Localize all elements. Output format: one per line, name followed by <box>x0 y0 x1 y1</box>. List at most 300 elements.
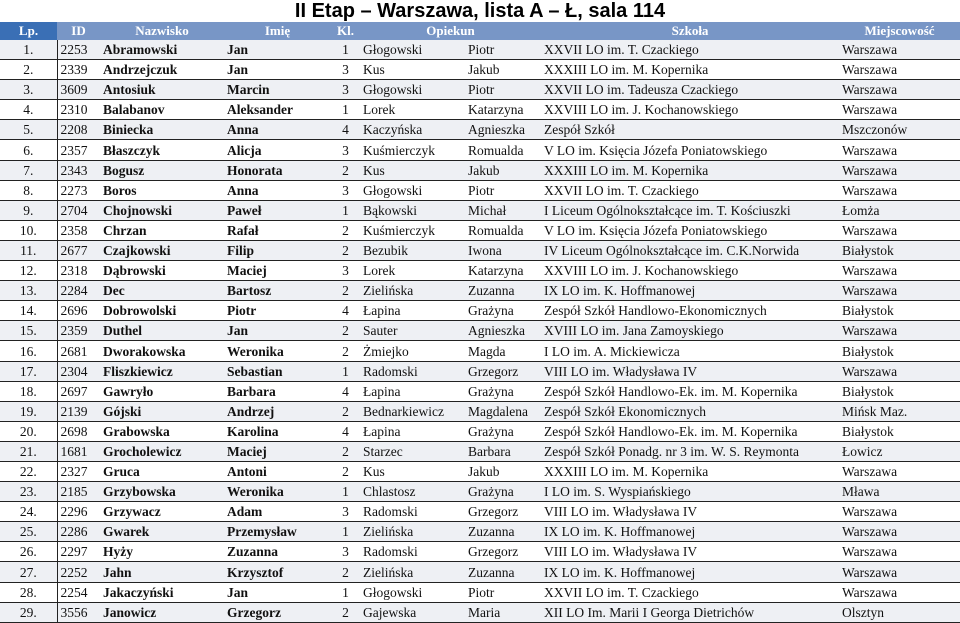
row-klasa: 1 <box>331 40 360 60</box>
row-opiekun-nazwisko: Zielińska <box>360 281 465 301</box>
row-klasa: 1 <box>331 522 360 542</box>
row-szkola: XXVII LO im. T. Czackiego <box>541 582 839 602</box>
row-lp: 17. <box>0 361 57 381</box>
table-row <box>0 461 960 481</box>
row-miejscowosc: Mszczonów <box>839 120 960 140</box>
row-opiekun-nazwisko: Kuśmierczyk <box>360 220 465 240</box>
row-imie: Aleksander <box>224 100 331 120</box>
row-klasa: 3 <box>331 180 360 200</box>
row-imie: Weronika <box>224 482 331 502</box>
row-miejscowosc: Białystok <box>839 381 960 401</box>
table-row <box>0 261 960 281</box>
table-row <box>0 482 960 502</box>
row-imie: Paweł <box>224 200 331 220</box>
row-lp: 5. <box>0 120 57 140</box>
row-id: 2185 <box>57 482 100 502</box>
row-miejscowosc: Warszawa <box>839 261 960 281</box>
row-lp: 2. <box>0 60 57 80</box>
row-klasa: 2 <box>331 602 360 622</box>
row-nazwisko: Gójski <box>100 401 224 421</box>
row-lp: 4. <box>0 100 57 120</box>
row-imie: Sebastian <box>224 361 331 381</box>
header-miejscowosc: Miejscowość <box>839 22 960 40</box>
row-klasa: 4 <box>331 421 360 441</box>
row-nazwisko: Dworakowska <box>100 341 224 361</box>
row-szkola: Zespół Szkół Handlowo-Ek. im. M. Kopernika <box>541 381 839 401</box>
table-row <box>0 140 960 160</box>
row-klasa: 2 <box>331 321 360 341</box>
row-klasa: 2 <box>331 461 360 481</box>
row-id: 2297 <box>57 542 100 562</box>
row-opiekun-nazwisko: Lorek <box>360 100 465 120</box>
row-imie: Jan <box>224 60 331 80</box>
row-lp: 26. <box>0 542 57 562</box>
row-imie: Krzysztof <box>224 562 331 582</box>
row-lp: 28. <box>0 582 57 602</box>
row-lp: 13. <box>0 281 57 301</box>
row-klasa: 3 <box>331 80 360 100</box>
row-lp: 7. <box>0 160 57 180</box>
row-imie: Filip <box>224 240 331 260</box>
row-klasa: 4 <box>331 381 360 401</box>
row-szkola: Zespół Szkół <box>541 120 839 140</box>
table-row <box>0 361 960 381</box>
table-row <box>0 120 960 140</box>
table-row <box>0 60 960 80</box>
row-opiekun-nazwisko: Kus <box>360 461 465 481</box>
row-imie: Maciej <box>224 261 331 281</box>
row-szkola: XXVIII LO im. J. Kochanowskiego <box>541 100 839 120</box>
row-szkola: Zespół Szkół Handlowo-Ekonomicznych <box>541 301 839 321</box>
row-opiekun-imie: Grzegorz <box>465 361 541 381</box>
row-imie: Grzegorz <box>224 602 331 622</box>
row-nazwisko: Grabowska <box>100 421 224 441</box>
row-opiekun-nazwisko: Chlastosz <box>360 482 465 502</box>
row-szkola: XII LO Im. Marii I Georga Dietrichów <box>541 602 839 622</box>
row-opiekun-nazwisko: Głogowski <box>360 80 465 100</box>
row-nazwisko: Gruca <box>100 461 224 481</box>
row-szkola: IX LO im. K. Hoffmanowej <box>541 522 839 542</box>
header-id: ID <box>57 22 100 40</box>
row-imie: Marcin <box>224 80 331 100</box>
row-opiekun-nazwisko: Kus <box>360 160 465 180</box>
row-nazwisko: Antosiuk <box>100 80 224 100</box>
row-nazwisko: Grzywacz <box>100 502 224 522</box>
row-opiekun-nazwisko: Głogowski <box>360 40 465 60</box>
row-szkola: VIII LO im. Władysława IV <box>541 361 839 381</box>
row-nazwisko: Janowicz <box>100 602 224 622</box>
row-opiekun-imie: Katarzyna <box>465 100 541 120</box>
table-header-row <box>0 22 960 40</box>
row-miejscowosc: Warszawa <box>839 542 960 562</box>
row-id: 2284 <box>57 281 100 301</box>
header-nazwisko: Nazwisko <box>100 22 224 40</box>
table-row <box>0 522 960 542</box>
row-imie: Anna <box>224 120 331 140</box>
row-nazwisko: Dobrowolski <box>100 301 224 321</box>
row-lp: 8. <box>0 180 57 200</box>
row-id: 2253 <box>57 40 100 60</box>
table-row <box>0 341 960 361</box>
row-imie: Zuzanna <box>224 542 331 562</box>
row-imie: Maciej <box>224 441 331 461</box>
row-opiekun-imie: Zuzanna <box>465 522 541 542</box>
header-klasa: Kl. <box>331 22 360 40</box>
row-nazwisko: Boros <box>100 180 224 200</box>
row-opiekun-imie: Zuzanna <box>465 562 541 582</box>
row-lp: 20. <box>0 421 57 441</box>
row-opiekun-nazwisko: Bąkowski <box>360 200 465 220</box>
row-nazwisko: Balabanov <box>100 100 224 120</box>
row-klasa: 3 <box>331 542 360 562</box>
row-opiekun-imie: Maria <box>465 602 541 622</box>
row-id: 2698 <box>57 421 100 441</box>
row-miejscowosc: Mińsk Maz. <box>839 401 960 421</box>
row-id: 2696 <box>57 301 100 321</box>
row-miejscowosc: Warszawa <box>839 100 960 120</box>
row-imie: Karolina <box>224 421 331 441</box>
row-lp: 24. <box>0 502 57 522</box>
row-nazwisko: Andrzejczuk <box>100 60 224 80</box>
row-szkola: VIII LO im. Władysława IV <box>541 542 839 562</box>
row-imie: Rafał <box>224 220 331 240</box>
table-row <box>0 40 960 60</box>
row-id: 2358 <box>57 220 100 240</box>
row-miejscowosc: Warszawa <box>839 60 960 80</box>
row-szkola: XXXIII LO im. M. Kopernika <box>541 461 839 481</box>
row-miejscowosc: Warszawa <box>839 461 960 481</box>
table-row <box>0 160 960 180</box>
row-imie: Przemysław <box>224 522 331 542</box>
row-opiekun-imie: Iwona <box>465 240 541 260</box>
row-lp: 21. <box>0 441 57 461</box>
row-id: 2327 <box>57 461 100 481</box>
row-opiekun-nazwisko: Łapina <box>360 381 465 401</box>
row-miejscowosc: Mława <box>839 482 960 502</box>
row-opiekun-imie: Agnieszka <box>465 321 541 341</box>
row-miejscowosc: Warszawa <box>839 40 960 60</box>
row-miejscowosc: Warszawa <box>839 180 960 200</box>
table-row <box>0 542 960 562</box>
row-lp: 14. <box>0 301 57 321</box>
header-opiekun: Opiekun <box>360 22 541 40</box>
row-miejscowosc: Łomża <box>839 200 960 220</box>
row-opiekun-nazwisko: Starzec <box>360 441 465 461</box>
row-opiekun-imie: Romualda <box>465 140 541 160</box>
row-opiekun-nazwisko: Bednarkiewicz <box>360 401 465 421</box>
row-opiekun-nazwisko: Łapina <box>360 301 465 321</box>
row-nazwisko: Gwarek <box>100 522 224 542</box>
row-opiekun-imie: Jakub <box>465 160 541 180</box>
row-opiekun-imie: Romualda <box>465 220 541 240</box>
row-opiekun-nazwisko: Sauter <box>360 321 465 341</box>
row-id: 2318 <box>57 261 100 281</box>
row-nazwisko: Abramowski <box>100 40 224 60</box>
row-nazwisko: Chrzan <box>100 220 224 240</box>
page-title: II Etap – Warszawa, lista A – Ł, sala 114 <box>294 0 666 22</box>
row-opiekun-nazwisko: Zielińska <box>360 562 465 582</box>
row-miejscowosc: Warszawa <box>839 321 960 341</box>
row-nazwisko: Duthel <box>100 321 224 341</box>
row-klasa: 1 <box>331 582 360 602</box>
row-nazwisko: Gawryło <box>100 381 224 401</box>
row-szkola: Zespół Szkół Ekonomicznych <box>541 401 839 421</box>
table-row <box>0 502 960 522</box>
row-imie: Anna <box>224 180 331 200</box>
row-nazwisko: Błaszczyk <box>100 140 224 160</box>
row-miejscowosc: Warszawa <box>839 562 960 582</box>
row-szkola: VIII LO im. Władysława IV <box>541 502 839 522</box>
row-szkola: IX LO im. K. Hoffmanowej <box>541 562 839 582</box>
row-opiekun-imie: Grażyna <box>465 381 541 401</box>
header-imie: Imię <box>224 22 331 40</box>
row-id: 2359 <box>57 321 100 341</box>
row-lp: 9. <box>0 200 57 220</box>
row-nazwisko: Jakaczyński <box>100 582 224 602</box>
row-id: 2697 <box>57 381 100 401</box>
row-imie: Adam <box>224 502 331 522</box>
row-imie: Piotr <box>224 301 331 321</box>
row-id: 3609 <box>57 80 100 100</box>
row-miejscowosc: Białystok <box>839 421 960 441</box>
participants-table <box>0 22 960 623</box>
row-imie: Honorata <box>224 160 331 180</box>
row-miejscowosc: Łowicz <box>839 441 960 461</box>
row-lp: 25. <box>0 522 57 542</box>
row-opiekun-nazwisko: Żmiejko <box>360 341 465 361</box>
row-szkola: V LO im. Księcia Józefa Poniatowskiego <box>541 220 839 240</box>
row-opiekun-nazwisko: Łapina <box>360 421 465 441</box>
row-klasa: 2 <box>331 220 360 240</box>
row-szkola: XXXIII LO im. M. Kopernika <box>541 160 839 180</box>
row-opiekun-nazwisko: Zielińska <box>360 522 465 542</box>
row-szkola: XXVIII LO im. J. Kochanowskiego <box>541 261 839 281</box>
table-row <box>0 602 960 622</box>
row-imie: Barbara <box>224 381 331 401</box>
row-opiekun-nazwisko: Radomski <box>360 502 465 522</box>
row-lp: 29. <box>0 602 57 622</box>
row-id: 2252 <box>57 562 100 582</box>
row-opiekun-imie: Piotr <box>465 180 541 200</box>
row-klasa: 1 <box>331 200 360 220</box>
row-szkola: IV Liceum Ogólnokształcące im. C.K.Norwida <box>541 240 839 260</box>
table-row <box>0 441 960 461</box>
row-opiekun-imie: Piotr <box>465 40 541 60</box>
row-szkola: I Liceum Ogólnokształcące im. T. Kościuszki <box>541 200 839 220</box>
row-lp: 1. <box>0 40 57 60</box>
row-szkola: Zespół Szkół Handlowo-Ek. im. M. Kopernika <box>541 421 839 441</box>
row-imie: Jan <box>224 40 331 60</box>
row-opiekun-imie: Grażyna <box>465 421 541 441</box>
row-klasa: 2 <box>331 160 360 180</box>
row-opiekun-nazwisko: Radomski <box>360 542 465 562</box>
row-lp: 23. <box>0 482 57 502</box>
row-imie: Bartosz <box>224 281 331 301</box>
row-klasa: 2 <box>331 281 360 301</box>
row-imie: Weronika <box>224 341 331 361</box>
row-id: 2339 <box>57 60 100 80</box>
row-opiekun-nazwisko: Radomski <box>360 361 465 381</box>
row-opiekun-nazwisko: Głogowski <box>360 180 465 200</box>
row-opiekun-imie: Jakub <box>465 60 541 80</box>
row-opiekun-imie: Zuzanna <box>465 281 541 301</box>
table-row <box>0 562 960 582</box>
row-miejscowosc: Warszawa <box>839 140 960 160</box>
row-id: 2677 <box>57 240 100 260</box>
row-id: 2681 <box>57 341 100 361</box>
row-klasa: 3 <box>331 502 360 522</box>
row-klasa: 4 <box>331 301 360 321</box>
table-row <box>0 401 960 421</box>
row-szkola: I LO im. S. Wyspiańskiego <box>541 482 839 502</box>
row-opiekun-imie: Agnieszka <box>465 120 541 140</box>
row-opiekun-imie: Jakub <box>465 461 541 481</box>
row-nazwisko: Bogusz <box>100 160 224 180</box>
row-lp: 27. <box>0 562 57 582</box>
row-id: 2254 <box>57 582 100 602</box>
row-nazwisko: Hyży <box>100 542 224 562</box>
row-opiekun-imie: Barbara <box>465 441 541 461</box>
row-opiekun-nazwisko: Kaczyńska <box>360 120 465 140</box>
row-id: 2310 <box>57 100 100 120</box>
row-opiekun-nazwisko: Gajewska <box>360 602 465 622</box>
table-row <box>0 240 960 260</box>
row-szkola: I LO im. A. Mickiewicza <box>541 341 839 361</box>
row-klasa: 2 <box>331 441 360 461</box>
row-opiekun-nazwisko: Bezubik <box>360 240 465 260</box>
row-opiekun-nazwisko: Kus <box>360 60 465 80</box>
row-miejscowosc: Warszawa <box>839 220 960 240</box>
row-lp: 18. <box>0 381 57 401</box>
table-row <box>0 582 960 602</box>
row-nazwisko: Czajkowski <box>100 240 224 260</box>
row-opiekun-imie: Grzegorz <box>465 542 541 562</box>
row-miejscowosc: Białystok <box>839 240 960 260</box>
table-row <box>0 281 960 301</box>
row-imie: Antoni <box>224 461 331 481</box>
row-klasa: 4 <box>331 120 360 140</box>
row-lp: 6. <box>0 140 57 160</box>
row-lp: 16. <box>0 341 57 361</box>
table-row <box>0 100 960 120</box>
row-nazwisko: Grocholewicz <box>100 441 224 461</box>
row-miejscowosc: Warszawa <box>839 502 960 522</box>
table-row <box>0 321 960 341</box>
row-lp: 12. <box>0 261 57 281</box>
row-id: 3556 <box>57 602 100 622</box>
row-szkola: XXXIII LO im. M. Kopernika <box>541 60 839 80</box>
row-miejscowosc: Warszawa <box>839 361 960 381</box>
row-klasa: 2 <box>331 562 360 582</box>
row-opiekun-nazwisko: Głogowski <box>360 582 465 602</box>
row-opiekun-imie: Magda <box>465 341 541 361</box>
row-miejscowosc: Warszawa <box>839 80 960 100</box>
row-opiekun-nazwisko: Kuśmierczyk <box>360 140 465 160</box>
row-id: 2357 <box>57 140 100 160</box>
row-nazwisko: Dec <box>100 281 224 301</box>
row-szkola: IX LO im. K. Hoffmanowej <box>541 281 839 301</box>
table-row <box>0 80 960 100</box>
header-szkola: Szkoła <box>541 22 839 40</box>
row-nazwisko: Dąbrowski <box>100 261 224 281</box>
row-nazwisko: Chojnowski <box>100 200 224 220</box>
row-miejscowosc: Białystok <box>839 341 960 361</box>
row-lp: 19. <box>0 401 57 421</box>
row-opiekun-imie: Piotr <box>465 80 541 100</box>
row-id: 2704 <box>57 200 100 220</box>
row-nazwisko: Grzybowska <box>100 482 224 502</box>
row-opiekun-imie: Katarzyna <box>465 261 541 281</box>
row-szkola: XVIII LO im. Jana Zamoyskiego <box>541 321 839 341</box>
row-miejscowosc: Warszawa <box>839 281 960 301</box>
row-imie: Jan <box>224 582 331 602</box>
row-lp: 3. <box>0 80 57 100</box>
row-id: 1681 <box>57 441 100 461</box>
row-id: 2304 <box>57 361 100 381</box>
row-opiekun-nazwisko: Lorek <box>360 261 465 281</box>
row-opiekun-imie: Magdalena <box>465 401 541 421</box>
row-id: 2296 <box>57 502 100 522</box>
row-imie: Alicja <box>224 140 331 160</box>
row-szkola: V LO im. Księcia Józefa Poniatowskiego <box>541 140 839 160</box>
row-opiekun-imie: Grażyna <box>465 482 541 502</box>
header-lp: Lp. <box>0 22 57 40</box>
row-szkola: XXVII LO im. T. Czackiego <box>541 180 839 200</box>
table-row <box>0 381 960 401</box>
row-szkola: XXVII LO im. Tadeusza Czackiego <box>541 80 839 100</box>
row-nazwisko: Biniecka <box>100 120 224 140</box>
table-row <box>0 200 960 220</box>
row-imie: Jan <box>224 321 331 341</box>
table-row <box>0 220 960 240</box>
row-klasa: 1 <box>331 100 360 120</box>
row-klasa: 3 <box>331 140 360 160</box>
row-klasa: 3 <box>331 60 360 80</box>
row-szkola: Zespół Szkół Ponadg. nr 3 im. W. S. Reymonta <box>541 441 839 461</box>
row-opiekun-imie: Grażyna <box>465 301 541 321</box>
row-opiekun-imie: Piotr <box>465 582 541 602</box>
row-id: 2273 <box>57 180 100 200</box>
row-opiekun-imie: Grzegorz <box>465 502 541 522</box>
row-klasa: 2 <box>331 240 360 260</box>
row-id: 2286 <box>57 522 100 542</box>
row-miejscowosc: Warszawa <box>839 522 960 542</box>
table-row <box>0 301 960 321</box>
row-lp: 11. <box>0 240 57 260</box>
row-nazwisko: Fliszkiewicz <box>100 361 224 381</box>
row-klasa: 3 <box>331 261 360 281</box>
row-klasa: 1 <box>331 361 360 381</box>
row-lp: 15. <box>0 321 57 341</box>
row-id: 2139 <box>57 401 100 421</box>
row-miejscowosc: Warszawa <box>839 582 960 602</box>
row-szkola: XXVII LO im. T. Czackiego <box>541 40 839 60</box>
row-opiekun-imie: Michał <box>465 200 541 220</box>
table-row <box>0 421 960 441</box>
row-miejscowosc: Olsztyn <box>839 602 960 622</box>
row-imie: Andrzej <box>224 401 331 421</box>
row-id: 2208 <box>57 120 100 140</box>
row-miejscowosc: Warszawa <box>839 160 960 180</box>
row-klasa: 2 <box>331 341 360 361</box>
row-klasa: 2 <box>331 401 360 421</box>
row-lp: 22. <box>0 461 57 481</box>
row-nazwisko: Jahn <box>100 562 224 582</box>
row-id: 2343 <box>57 160 100 180</box>
table-body <box>0 40 960 622</box>
row-klasa: 1 <box>331 482 360 502</box>
table-row <box>0 180 960 200</box>
